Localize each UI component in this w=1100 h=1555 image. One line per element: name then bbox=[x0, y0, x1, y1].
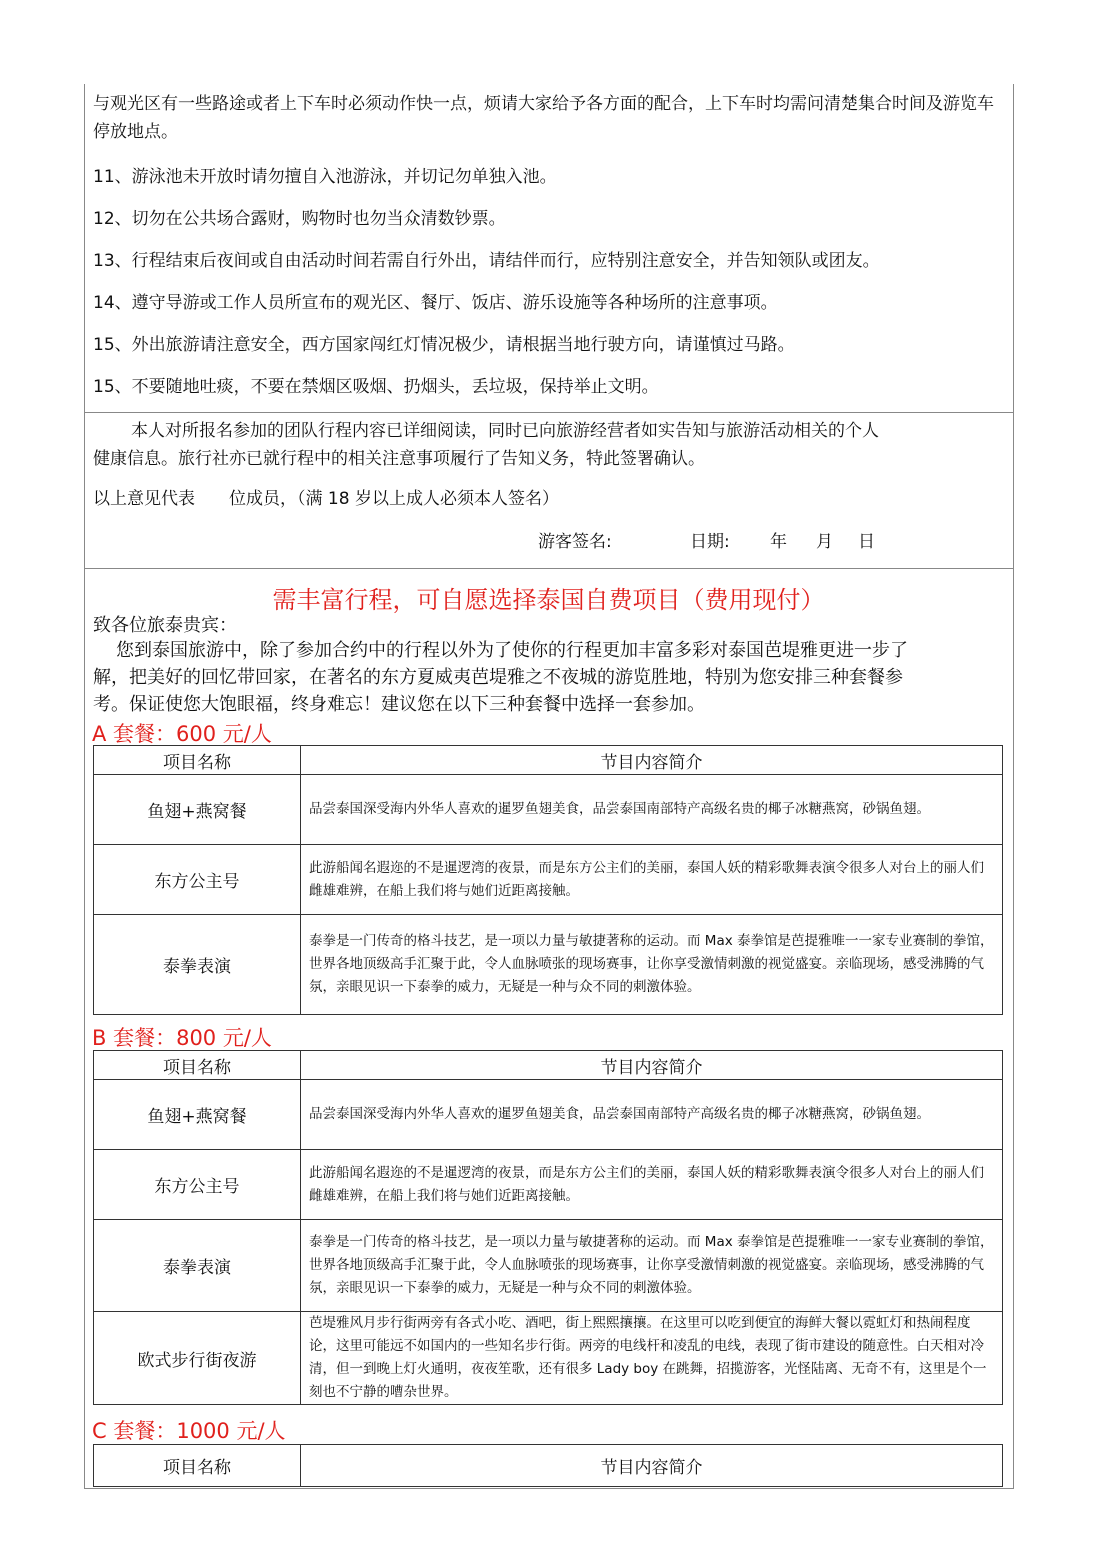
notice-item: 14、遵守导游或工作人员所宣布的观光区、餐厅、饭店、游乐设施等各种场所的注意事项。 bbox=[93, 293, 778, 313]
item-name: 东方公主号 bbox=[94, 845, 301, 915]
item-desc: 此游船闻名遐迩的不是暹逻湾的夜景，而是东方公主们的美丽，泰国人妖的精彩歌舞表演令很多人对台上的丽人们雌雄难辨，在船上我们将与她们近距离接触。 bbox=[301, 845, 1003, 915]
item-name: 鱼翅+燕窝餐 bbox=[94, 1080, 301, 1150]
item-desc: 泰拳是一门传奇的格斗技艺，是一项以力量与敏捷著称的运动。而 Max 泰拳馆是芭提雅唯一一家专业赛制的拳馆，世界各地顶级高手汇聚于此，令人血脉喷张的现场赛事，让你享受激情刺激的视觉盛宴。亲临现场，感受沸腾的气氛，亲眼见识一下泰拳的威力，无疑是一种与众不同的刺激体验。 bbox=[301, 1220, 1003, 1312]
signature-label: 游客签名: bbox=[538, 532, 612, 552]
package-a-label: A 套餐：600 元/人 bbox=[92, 722, 272, 746]
declaration-line: 健康信息。旅行社亦已就行程中的相关注意事项履行了告知义务，特此签署确认。 bbox=[93, 449, 705, 469]
year-label: 年 bbox=[770, 532, 787, 552]
greeting: 致各位旅泰贵宾： bbox=[93, 615, 237, 636]
column-header-desc: 节目内容简介 bbox=[301, 1051, 1003, 1080]
item-desc: 此游船闻名遐迩的不是暹逻湾的夜景，而是东方公主们的美丽，泰国人妖的精彩歌舞表演令很多人对台上的丽人们雌雄难辨，在船上我们将与她们近距离接触。 bbox=[301, 1150, 1003, 1220]
item-name: 泰拳表演 bbox=[94, 1220, 301, 1312]
optional-title: 需丰富行程，可自愿选择泰国自费项目（费用现付） bbox=[272, 586, 825, 614]
notice-item: 11、游泳池未开放时请勿擅自入池游泳，并切记勿单独入池。 bbox=[93, 167, 557, 187]
notice-item: 15、外出旅游请注意安全，西方国家闯红灯情况极少，请根据当地行驶方向，请谨慎过马路。 bbox=[93, 335, 795, 355]
section-divider bbox=[84, 412, 1013, 413]
section-divider bbox=[84, 568, 1013, 569]
item-desc: 品尝泰国深受海内外华人喜欢的暹罗鱼翅美食，品尝泰国南部特产高级名贵的椰子冰糖燕窝，砂锅鱼翅。 bbox=[301, 775, 1003, 845]
declaration-line: 本人对所报名参加的团队行程内容已详细阅读，同时已向旅游经营者如实告知与旅游活动相关的个人 bbox=[131, 421, 879, 441]
package-a-table bbox=[93, 745, 1003, 1015]
column-header-name: 项目名称 bbox=[94, 1051, 301, 1080]
intro-line: 解，把美好的回忆带回家，在著名的东方夏威夷芭堤雅之不夜城的游览胜地，特别为您安排三种套餐参 bbox=[93, 667, 903, 688]
package-b-label: B 套餐：800 元/人 bbox=[92, 1026, 272, 1050]
item-desc: 泰拳是一门传奇的格斗技艺，是一项以力量与敏捷著称的运动。而 Max 泰拳馆是芭提雅唯一一家专业赛制的拳馆，世界各地顶级高手汇聚于此，令人血脉喷张的现场赛事，让你享受激情刺激的视觉盛宴。亲临现场，感受沸腾的气氛，亲眼见识一下泰拳的威力，无疑是一种与众不同的刺激体验。 bbox=[301, 915, 1003, 1015]
package-c-table bbox=[93, 1444, 1003, 1487]
notice-item: 15、不要随地吐痰，不要在禁烟区吸烟、扔烟头，丢垃圾，保持举止文明。 bbox=[93, 377, 659, 397]
item-name: 东方公主号 bbox=[94, 1150, 301, 1220]
day-label: 日 bbox=[858, 532, 875, 552]
notice-item: 13、行程结束后夜间或自由活动时间若需自行外出，请结伴而行，应特别注意安全，并告知领队或团友。 bbox=[93, 251, 880, 271]
item-name: 鱼翅+燕窝餐 bbox=[94, 775, 301, 845]
package-c-label: C 套餐：1000 元/人 bbox=[92, 1419, 286, 1443]
item-name: 欧式步行街夜游 bbox=[94, 1312, 301, 1405]
date-label: 日期: bbox=[690, 532, 730, 552]
representative-note: 以上意见代表 位成员，（满 18 岁以上成人必须本人签名） bbox=[93, 489, 559, 509]
column-header-desc: 节目内容简介 bbox=[301, 1445, 1003, 1487]
item-desc: 芭堤雅风月步行街两旁有各式小吃、酒吧，街上熙熙攘攘。在这里可以吃到便宜的海鲜大餐以霓虹灯和热闹程度论，这里可能远不如国内的一些知名步行街。两旁的电线杆和凌乱的电线，表现了街市建设的随意性。白天相对冷清，但一到晚上灯火通明，夜夜笙歌，还有很多 Lady boy 在跳舞，招揽游客，光怪陆离、无奇不有，这里是个一刻也不宁静的嘈杂世界。 bbox=[301, 1312, 1003, 1405]
column-header-name: 项目名称 bbox=[94, 1445, 301, 1487]
intro-line: 考。保证使您大饱眼福，终身难忘！建议您在以下三种套餐中选择一套参加。 bbox=[93, 694, 705, 715]
column-header-desc: 节目内容简介 bbox=[301, 746, 1003, 775]
month-label: 月 bbox=[816, 532, 833, 552]
item-desc: 品尝泰国深受海内外华人喜欢的暹罗鱼翅美食，品尝泰国南部特产高级名贵的椰子冰糖燕窝，砂锅鱼翅。 bbox=[301, 1080, 1003, 1150]
intro-line: 您到泰国旅游中，除了参加合约中的行程以外为了使你的行程更加丰富多彩对泰国芭堤雅更进一步了 bbox=[116, 640, 908, 661]
column-header-name: 项目名称 bbox=[94, 746, 301, 775]
item-name: 泰拳表演 bbox=[94, 915, 301, 1015]
notice-item: 12、切勿在公共场合露财，购物时也勿当众清数钞票。 bbox=[93, 209, 506, 229]
package-b-table bbox=[93, 1050, 1003, 1405]
intro-continuation: 与观光区有一些路途或者上下车时必须动作快一点，烦请大家给予各方面的配合，上下车时均需问清楚集合时间及游览车停放地点。 bbox=[93, 94, 994, 142]
